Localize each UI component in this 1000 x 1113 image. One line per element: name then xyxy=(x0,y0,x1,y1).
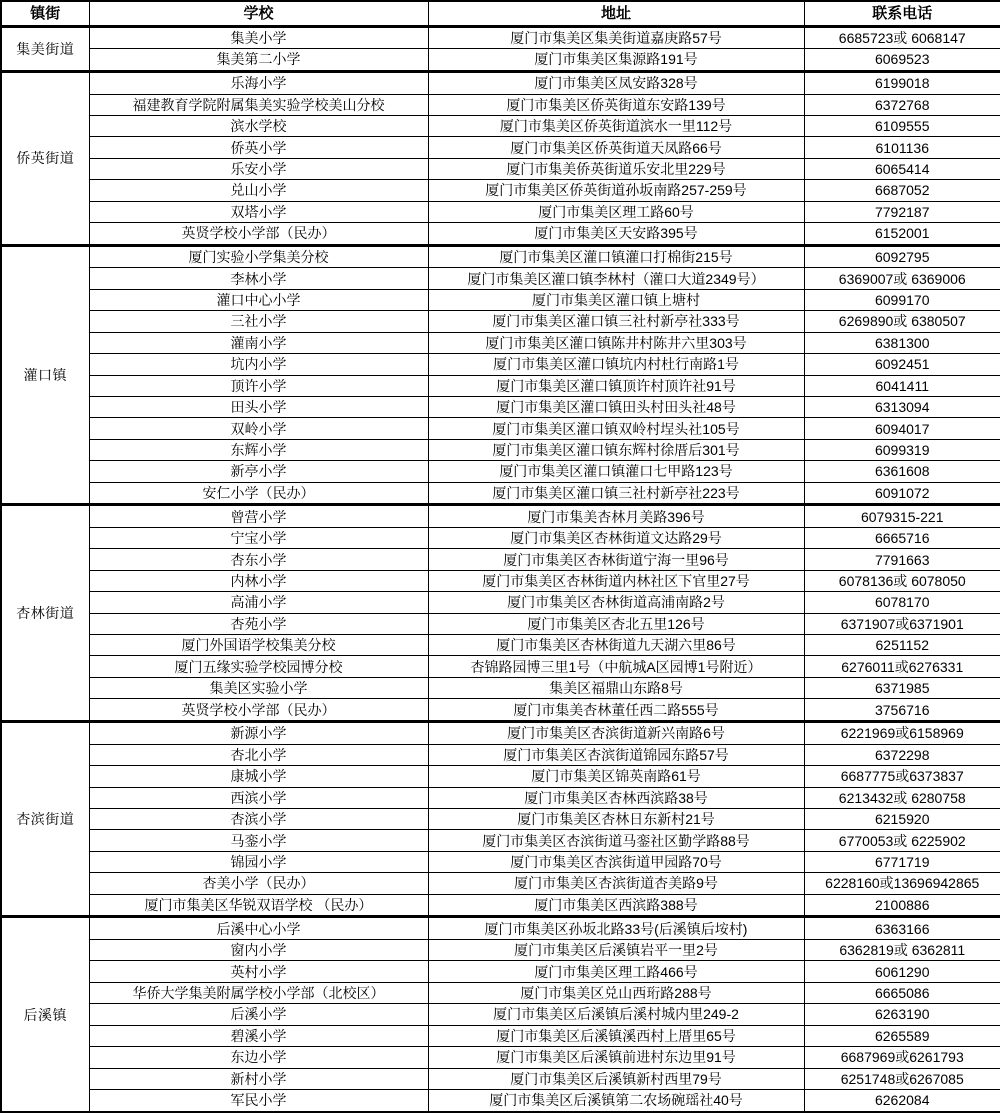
table-row xyxy=(1,917,1000,940)
phone-cell: 6313094 xyxy=(804,396,1000,417)
table-row xyxy=(1,482,1000,505)
address-cell: 厦门市集美区灌口镇东辉村徐厝后301号 xyxy=(428,439,804,460)
school-name-cell: 厦门五缘实验学校园博分校 xyxy=(89,656,428,677)
phone-cell: 6362819或 6362811 xyxy=(804,939,1000,960)
phone-cell: 6213432或 6280758 xyxy=(804,787,1000,808)
column-header: 联系电话 xyxy=(804,1,1000,26)
table-row xyxy=(1,808,1000,829)
table-row xyxy=(1,894,1000,917)
school-name-cell: 康城小学 xyxy=(89,766,428,787)
school-name-cell: 曾营小学 xyxy=(89,505,428,528)
address-cell: 厦门市集美侨英街道乐安北里229号 xyxy=(428,158,804,179)
school-name-cell: 集美小学 xyxy=(89,26,428,49)
phone-cell: 6269890或 6380507 xyxy=(804,311,1000,332)
table-body xyxy=(1,26,1000,1112)
address-cell: 厦门市集美区侨英街道天凤路66号 xyxy=(428,137,804,158)
address-cell: 厦门市集美区杏林西滨路38号 xyxy=(428,787,804,808)
phone-cell: 6363166 xyxy=(804,917,1000,940)
address-cell: 厦门市集美杏林月美路396号 xyxy=(428,505,804,528)
phone-cell: 6094017 xyxy=(804,418,1000,439)
table-row xyxy=(1,830,1000,851)
table-row xyxy=(1,1025,1000,1046)
school-name-cell: 后溪小学 xyxy=(89,1004,428,1025)
address-cell: 厦门市集美区后溪镇岩平一里2号 xyxy=(428,939,804,960)
address-cell: 厦门市集美区侨英街道孙坂南路257-259号 xyxy=(428,180,804,201)
table-row xyxy=(1,137,1000,158)
district-cell: 杏林街道 xyxy=(1,505,89,722)
table-row xyxy=(1,677,1000,698)
table-row xyxy=(1,635,1000,656)
school-name-cell: 高浦小学 xyxy=(89,592,428,613)
phone-cell: 6665086 xyxy=(804,982,1000,1003)
phone-cell: 7791663 xyxy=(804,549,1000,570)
address-cell: 厦门市集美区灌口镇陈井村陈井六里303号 xyxy=(428,332,804,353)
address-cell: 厦门市集美区后溪镇新村西里79号 xyxy=(428,1068,804,1089)
school-name-cell: 顶许小学 xyxy=(89,375,428,396)
address-cell: 厦门市集美区后溪镇第二农场碗瑶社40号 xyxy=(428,1089,804,1112)
address-cell: 厦门市集美区灌口镇灌口打棉街215号 xyxy=(428,245,804,268)
school-name-cell: 后溪中心小学 xyxy=(89,917,428,940)
phone-cell: 6276011或6276331 xyxy=(804,656,1000,677)
school-name-cell: 集美区实验小学 xyxy=(89,677,428,698)
phone-cell: 3756716 xyxy=(804,699,1000,722)
phone-cell: 6078136或 6078050 xyxy=(804,570,1000,591)
table-row xyxy=(1,49,1000,72)
phone-cell: 6092451 xyxy=(804,354,1000,375)
phone-cell: 6381300 xyxy=(804,332,1000,353)
phone-cell: 6369007或 6369006 xyxy=(804,268,1000,289)
phone-cell: 6251152 xyxy=(804,635,1000,656)
phone-cell: 6065414 xyxy=(804,158,1000,179)
table-row xyxy=(1,245,1000,268)
phone-cell: 6687052 xyxy=(804,180,1000,201)
table-row xyxy=(1,1047,1000,1068)
phone-cell: 6361608 xyxy=(804,461,1000,482)
school-name-cell: 三社小学 xyxy=(89,311,428,332)
table-row xyxy=(1,26,1000,49)
address-cell: 厦门市集美区杏林日东新村21号 xyxy=(428,808,804,829)
column-header: 镇街 xyxy=(1,1,89,26)
school-name-cell: 滨水学校 xyxy=(89,115,428,136)
phone-cell: 6152001 xyxy=(804,223,1000,246)
address-cell: 厦门市集美区杏北五里126号 xyxy=(428,613,804,634)
address-cell: 厦门市集美区杏滨街道甲园路70号 xyxy=(428,851,804,872)
address-cell: 厦门市集美区灌口镇双岭村埕头社105号 xyxy=(428,418,804,439)
phone-cell: 6101136 xyxy=(804,137,1000,158)
school-name-cell: 英村小学 xyxy=(89,961,428,982)
column-header: 学校 xyxy=(89,1,428,26)
address-cell: 厦门市集美区灌口镇田头村田头社48号 xyxy=(428,396,804,417)
phone-cell: 6099170 xyxy=(804,289,1000,310)
phone-cell: 6215920 xyxy=(804,808,1000,829)
table-row xyxy=(1,699,1000,722)
address-cell: 厦门市集美杏林董任西二路555号 xyxy=(428,699,804,722)
table-row xyxy=(1,961,1000,982)
table-row xyxy=(1,1004,1000,1025)
phone-cell: 6687969或6261793 xyxy=(804,1047,1000,1068)
table-row xyxy=(1,851,1000,872)
address-cell: 厦门市集美区西滨路388号 xyxy=(428,894,804,917)
school-name-cell: 军民小学 xyxy=(89,1089,428,1112)
phone-cell: 6265589 xyxy=(804,1025,1000,1046)
school-name-cell: 厦门外国语学校集美分校 xyxy=(89,635,428,656)
table-row xyxy=(1,332,1000,353)
phone-cell: 6041411 xyxy=(804,375,1000,396)
school-name-cell: 集美第二小学 xyxy=(89,49,428,72)
table-row xyxy=(1,982,1000,1003)
phone-cell: 6069523 xyxy=(804,49,1000,72)
address-cell: 厦门市集美区灌口镇灌口七甲路123号 xyxy=(428,461,804,482)
school-name-cell: 双塔小学 xyxy=(89,201,428,222)
address-cell: 厦门市集美区理工路466号 xyxy=(428,961,804,982)
address-cell: 集美区福鼎山东路8号 xyxy=(428,677,804,698)
address-cell: 厦门市集美区孙坂北路33号(后溪镇后垵村) xyxy=(428,917,804,940)
phone-cell: 6228160或13696942865 xyxy=(804,873,1000,894)
address-cell: 厦门市集美区杏林街道九天湖六里86号 xyxy=(428,635,804,656)
school-name-cell: 英贤学校小学部（民办） xyxy=(89,699,428,722)
phone-cell: 6371907或6371901 xyxy=(804,613,1000,634)
school-name-cell: 马銮小学 xyxy=(89,830,428,851)
table-row xyxy=(1,268,1000,289)
phone-cell: 6099319 xyxy=(804,439,1000,460)
phone-cell: 2100886 xyxy=(804,894,1000,917)
school-name-cell: 新亭小学 xyxy=(89,461,428,482)
phone-cell: 6372298 xyxy=(804,744,1000,765)
address-cell: 厦门市集美区灌口镇三社村新亭社333号 xyxy=(428,311,804,332)
phone-cell: 6665716 xyxy=(804,527,1000,548)
table-row xyxy=(1,94,1000,115)
address-cell: 厦门市集美区灌口镇坑内村杜行南路1号 xyxy=(428,354,804,375)
school-name-cell: 田头小学 xyxy=(89,396,428,417)
table-row xyxy=(1,396,1000,417)
table-row xyxy=(1,115,1000,136)
school-name-cell: 灌口中心小学 xyxy=(89,289,428,310)
school-name-cell: 华侨大学集美附属学校小学部（北校区） xyxy=(89,982,428,1003)
school-name-cell: 乐海小学 xyxy=(89,71,428,94)
school-name-cell: 东边小学 xyxy=(89,1047,428,1068)
address-cell: 厦门市集美区锦英南路61号 xyxy=(428,766,804,787)
table-row xyxy=(1,418,1000,439)
address-cell: 厦门市集美区杏林街道宁海一里96号 xyxy=(428,549,804,570)
table-row xyxy=(1,289,1000,310)
address-cell: 厦门市集美区灌口镇上塘村 xyxy=(428,289,804,310)
address-cell: 厦门市集美区侨英街道滨水一里112号 xyxy=(428,115,804,136)
phone-cell: 6685723或 6068147 xyxy=(804,26,1000,49)
address-cell: 厦门市集美区杏滨街道新兴南路6号 xyxy=(428,722,804,745)
address-cell: 杏锦路园博三里1号（中航城A区园博1号附近） xyxy=(428,656,804,677)
address-cell: 厦门市集美区灌口镇三社村新亭社223号 xyxy=(428,482,804,505)
school-name-cell: 窗内小学 xyxy=(89,939,428,960)
school-name-cell: 杏苑小学 xyxy=(89,613,428,634)
school-name-cell: 杏东小学 xyxy=(89,549,428,570)
phone-cell: 6199018 xyxy=(804,71,1000,94)
address-cell: 厦门市集美区后溪镇前进村东边里91号 xyxy=(428,1047,804,1068)
school-name-cell: 东辉小学 xyxy=(89,439,428,460)
school-name-cell: 杏北小学 xyxy=(89,744,428,765)
table-row xyxy=(1,461,1000,482)
address-cell: 厦门市集美区灌口镇李林村（灌口大道2349号） xyxy=(428,268,804,289)
district-cell: 杏滨街道 xyxy=(1,722,89,917)
table-row xyxy=(1,722,1000,745)
table-row xyxy=(1,873,1000,894)
school-name-cell: 杏滨小学 xyxy=(89,808,428,829)
table-row xyxy=(1,180,1000,201)
district-cell: 后溪镇 xyxy=(1,917,89,1112)
table-row xyxy=(1,71,1000,94)
table-row xyxy=(1,505,1000,528)
table-row xyxy=(1,527,1000,548)
phone-cell: 6771719 xyxy=(804,851,1000,872)
table-row xyxy=(1,939,1000,960)
address-cell: 厦门市集美区杏滨街道马銮社区勤学路88号 xyxy=(428,830,804,851)
phone-cell: 6061290 xyxy=(804,961,1000,982)
school-name-cell: 宁宝小学 xyxy=(89,527,428,548)
table-row xyxy=(1,354,1000,375)
address-cell: 厦门市集美区杏林街道内林社区下官里27号 xyxy=(428,570,804,591)
address-cell: 厦门市集美区灌口镇顶许村顶许社91号 xyxy=(428,375,804,396)
phone-cell: 6079315-221 xyxy=(804,505,1000,528)
school-name-cell: 坑内小学 xyxy=(89,354,428,375)
table-row xyxy=(1,439,1000,460)
phone-cell: 6372768 xyxy=(804,94,1000,115)
phone-cell: 6078170 xyxy=(804,592,1000,613)
address-cell: 厦门市集美区杏滨街道杏美路9号 xyxy=(428,873,804,894)
header-row xyxy=(1,1,1000,26)
phone-cell: 6251748或6267085 xyxy=(804,1068,1000,1089)
school-name-cell: 兑山小学 xyxy=(89,180,428,201)
district-cell: 灌口镇 xyxy=(1,245,89,505)
address-cell: 厦门市集美区凤安路328号 xyxy=(428,71,804,94)
school-name-cell: 西滨小学 xyxy=(89,787,428,808)
table-row xyxy=(1,592,1000,613)
address-cell: 厦门市集美区杏滨街道锦园东路57号 xyxy=(428,744,804,765)
school-name-cell: 英贤学校小学部（民办） xyxy=(89,223,428,246)
phone-cell: 6770053或 6225902 xyxy=(804,830,1000,851)
table-row xyxy=(1,656,1000,677)
table-row xyxy=(1,201,1000,222)
school-name-cell: 安仁小学（民办） xyxy=(89,482,428,505)
table-row xyxy=(1,223,1000,246)
school-name-cell: 内林小学 xyxy=(89,570,428,591)
table-row xyxy=(1,1089,1000,1112)
school-name-cell: 厦门实验小学集美分校 xyxy=(89,245,428,268)
phone-cell: 6109555 xyxy=(804,115,1000,136)
school-name-cell: 侨英小学 xyxy=(89,137,428,158)
table-row xyxy=(1,1068,1000,1089)
address-cell: 厦门市集美区杏林街道高浦南路2号 xyxy=(428,592,804,613)
table-row xyxy=(1,570,1000,591)
address-cell: 厦门市集美区杏林街道文达路29号 xyxy=(428,527,804,548)
table-row xyxy=(1,158,1000,179)
address-cell: 厦门市集美区集源路191号 xyxy=(428,49,804,72)
address-cell: 厦门市集美区侨英街道东安路139号 xyxy=(428,94,804,115)
phone-cell: 6092795 xyxy=(804,245,1000,268)
table-row xyxy=(1,766,1000,787)
address-cell: 厦门市集美区天安路395号 xyxy=(428,223,804,246)
phone-cell: 6262084 xyxy=(804,1089,1000,1112)
table-row xyxy=(1,744,1000,765)
school-name-cell: 碧溪小学 xyxy=(89,1025,428,1046)
school-name-cell: 福建教育学院附属集美实验学校美山分校 xyxy=(89,94,428,115)
phone-cell: 6687775或6373837 xyxy=(804,766,1000,787)
school-name-cell: 乐安小学 xyxy=(89,158,428,179)
district-cell: 侨英街道 xyxy=(1,71,89,245)
phone-cell: 7792187 xyxy=(804,201,1000,222)
address-cell: 厦门市集美区集美街道嘉庚路57号 xyxy=(428,26,804,49)
school-name-cell: 杏美小学（民办） xyxy=(89,873,428,894)
school-name-cell: 李林小学 xyxy=(89,268,428,289)
table-row xyxy=(1,787,1000,808)
address-cell: 厦门市集美区后溪镇后溪村城内里249-2 xyxy=(428,1004,804,1025)
district-cell: 集美街道 xyxy=(1,26,89,71)
school-name-cell: 灌南小学 xyxy=(89,332,428,353)
school-name-cell: 双岭小学 xyxy=(89,418,428,439)
phone-cell: 6263190 xyxy=(804,1004,1000,1025)
column-header: 地址 xyxy=(428,1,804,26)
phone-cell: 6371985 xyxy=(804,677,1000,698)
address-cell: 厦门市集美区理工路60号 xyxy=(428,201,804,222)
table-row xyxy=(1,613,1000,634)
school-name-cell: 锦园小学 xyxy=(89,851,428,872)
address-cell: 厦门市集美区兑山西珩路288号 xyxy=(428,982,804,1003)
table-row xyxy=(1,549,1000,570)
phone-cell: 6221969或6158969 xyxy=(804,722,1000,745)
address-cell: 厦门市集美区后溪镇溪西村上厝里65号 xyxy=(428,1025,804,1046)
school-name-cell: 新源小学 xyxy=(89,722,428,745)
school-name-cell: 厦门市集美区华锐双语学校 （民办） xyxy=(89,894,428,917)
table-row xyxy=(1,375,1000,396)
school-name-cell: 新村小学 xyxy=(89,1068,428,1089)
phone-cell: 6091072 xyxy=(804,482,1000,505)
table-row xyxy=(1,311,1000,332)
